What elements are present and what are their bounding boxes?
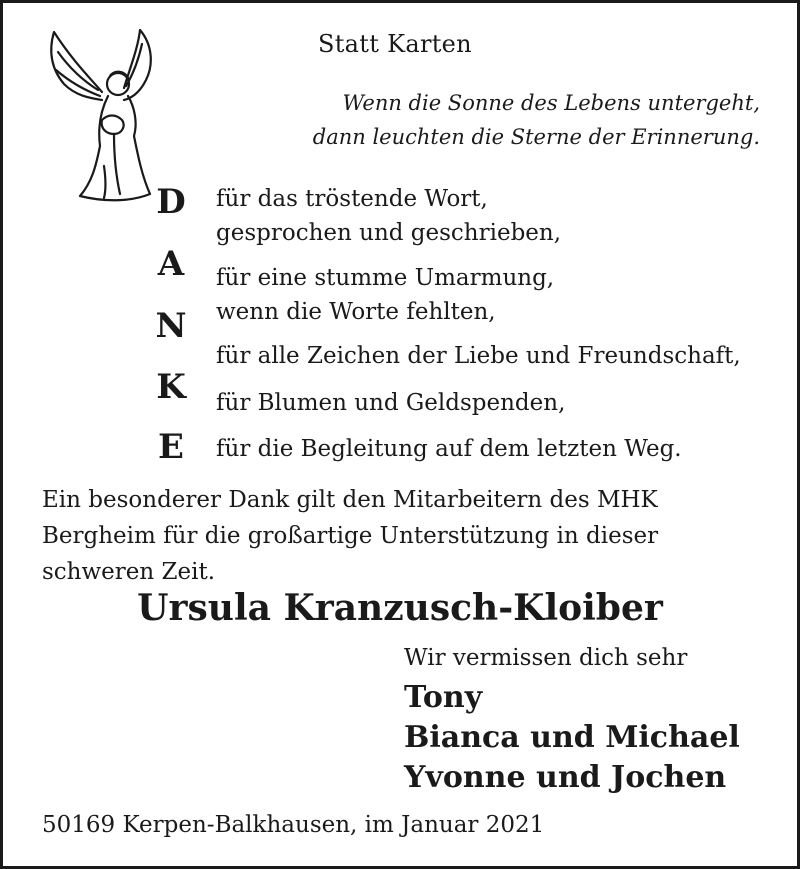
deceased-name: Ursula Kranzusch-Kloiber — [137, 587, 663, 629]
danke-line: für Blumen und Geldspenden, — [216, 390, 566, 416]
danke-line: für die Begleitung auf dem letzten Weg. — [216, 436, 682, 462]
danke-line: wenn die Worte fehlten, — [216, 299, 496, 325]
motto-line: dann leuchten die Sterne der Erinnerung. — [312, 125, 760, 149]
mourner-name: Tony — [404, 680, 483, 715]
danke-letter-e: E — [158, 427, 184, 467]
mourners-intro: Wir vermissen dich sehr — [404, 645, 688, 671]
danke-line: für das tröstende Wort, — [216, 186, 488, 212]
special-thanks-line: Bergheim für die großartige Unterstützung in dieser — [42, 523, 659, 549]
special-thanks-paragraph — [42, 482, 658, 590]
angel-icon — [44, 26, 160, 204]
statt-karten-label: Statt Karten — [318, 30, 472, 58]
special-thanks-line: Ein besonderer Dank gilt den Mitarbeitern des MHK — [42, 487, 658, 513]
mourner-name: Yvonne und Jochen — [404, 760, 727, 795]
motto-quote — [300, 86, 760, 154]
special-thanks-line: schweren Zeit. — [42, 559, 216, 585]
mourner-name: Bianca und Michael — [404, 720, 740, 755]
danke-letter-a: A — [157, 244, 185, 284]
place-date: 50169 Kerpen-Balkhausen, im Januar 2021 — [42, 812, 545, 838]
danke-line: für eine stumme Umarmung, — [216, 265, 555, 291]
danke-line: für alle Zeichen der Liebe und Freundschaft, — [216, 343, 741, 369]
danke-letter-d: D — [156, 182, 186, 222]
motto-line: Wenn die Sonne des Lebens untergeht, — [342, 91, 760, 115]
danke-line: gesprochen und geschrieben, — [216, 220, 562, 246]
danke-letter-k: K — [156, 367, 186, 407]
danke-letter-n: N — [155, 306, 187, 346]
